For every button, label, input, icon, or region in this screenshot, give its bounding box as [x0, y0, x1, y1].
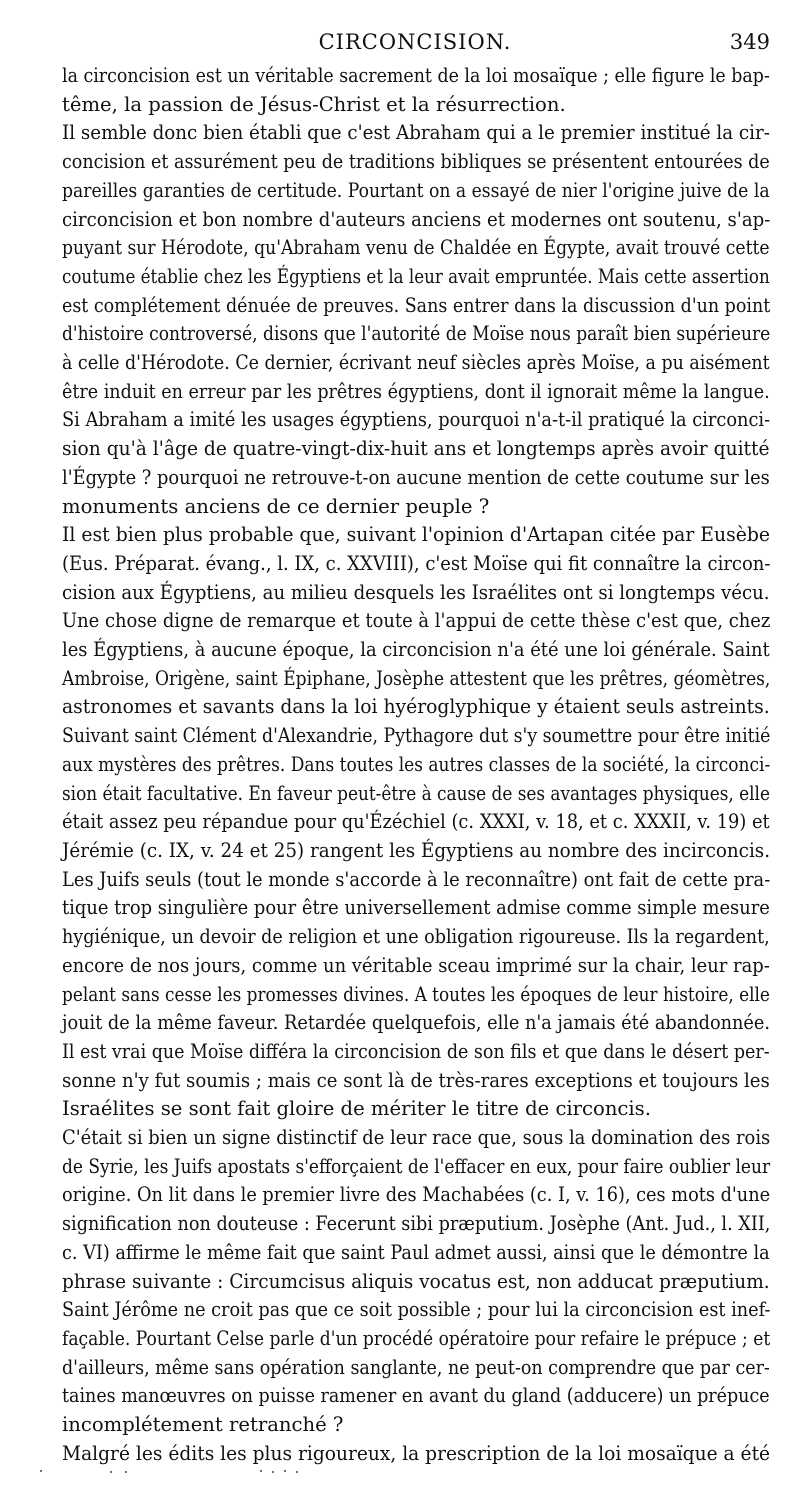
text-line: Il est bien plus probable que, suivant l'opinion d'Artapan citée par Eusèbe [62, 523, 771, 547]
text-line: être induit en erreur par les prêtres égyptiens, dont il ignorait même la langue. [62, 379, 770, 403]
text-line: C'était si bien un signe distinctif de leur race que, sous la domination des rois [62, 1126, 771, 1150]
text-line: Israélites se sont fait gloire de mériter le titre de circoncis. [62, 1097, 651, 1121]
text-line: concision et assurément peu de traditions bibliques se présentent entourées de [62, 150, 770, 174]
paragraph [62, 62, 770, 119]
text-line: façable. Pourtant Celse parle d'un procédé opératoire pour refaire le prépuce ; et [62, 1326, 771, 1350]
text-line: la circoncision est un véritable sacrement de la loi mosaïque ; elle figure le bap- [62, 64, 770, 87]
text-line: tique trop singulière pour être universellement admise comme simple mesure [62, 896, 770, 920]
text-line: tême, la passion de Jésus-Christ et la résurrection. [62, 92, 566, 116]
text-line: sonne n'y fut soumis ; mais ce sont là de très-rares exceptions et toujours les [62, 1068, 770, 1092]
text-line: Suivant saint Clément d'Alexandrie, Pythagore dut s'y soumettre pour être initié [62, 724, 771, 748]
text-line: sion qu'à l'âge de quatre-vingt-dix-huit ans et longtemps après avoir quitté [62, 437, 770, 461]
body-text [62, 62, 770, 1468]
text-line: les Égyptiens, à aucune époque, la circoncision n'a été une loi générale. Saint [62, 638, 770, 662]
text-line: pelant sans cesse les promesses divines. A toutes les époques de leur histoire, elle [62, 982, 770, 1006]
text-line: était assez peu répandue pour qu'Ézéchiel (c. XXXI, v. 18, et c. XXXII, v. 19) et [62, 810, 770, 834]
text-line: est complétement dénuée de preuves. Sans entrer dans la discussion d'un point [62, 293, 771, 317]
text-line: d'histoire controversé, disons que l'autorité de Moïse nous paraît bien supérieure [62, 322, 771, 346]
text-line: circoncision et bon nombre d'auteurs anciens et modernes ont soutenu, s'ap- [62, 207, 771, 231]
text-line: Il semble donc bien établi que c'est Abraham qui a le premier institué la cir- [62, 121, 770, 145]
text-line: encore de nos jours, comme un véritable sceau imprimé sur la chair, leur rap- [62, 953, 770, 977]
paragraph [62, 521, 770, 865]
text-line: hygiénique, un devoir de religion et une obligation rigoureuse. Ils la regardent, [62, 925, 770, 949]
text-line: l'Égypte ? pourquoi ne retrouve-t-on aucune mention de cette coutume sur les [62, 465, 770, 489]
text-line: astronomes et savants dans la loi hyéroglyphique y étaient seuls astreints. [62, 695, 770, 719]
text-line: pareilles garanties de certitude. Pourtant on a essayé de nier l'origine juive de la [62, 178, 770, 202]
text-line: phrase suivante : Circumcisus aliquis vocatus est, non adducat præputium. [62, 1269, 770, 1293]
text-line: coutume établie chez les Égyptiens et la leur avait empruntée. Mais cette assertion [62, 264, 770, 288]
text-line: à celle d'Hérodote. Ce dernier, écrivant neuf siècles après Moïse, a pu aisément [62, 351, 770, 375]
text-line: incomplétement retranché ? [62, 1413, 344, 1437]
text-line: Ambroise, Origène, saint Épiphane, Josèphe attestent que les prêtres, géomètres, [62, 666, 771, 690]
text-line: sion était facultative. En faveur peut-être à cause de ses avantages physiques, elle [62, 781, 770, 805]
text-line: Saint Jérôme ne croit pas que ce soit possible ; pour lui la circoncision est inef- [62, 1298, 771, 1322]
text-line: origine. On lit dans le premier livre des Machabées (c. I, v. 16), ces mots d'une [62, 1183, 771, 1207]
scan-specks [0, 1470, 800, 1480]
page-header [60, 30, 770, 60]
text-line: jouit de la même faveur. Retardée quelquefois, elle n'a jamais été abandonnée. [62, 1011, 771, 1035]
paragraph [62, 1124, 770, 1440]
paragraph [62, 119, 770, 521]
text-line: puyant sur Hérodote, qu'Abraham venu de Chaldée en Égypte, avait trouvé cette [62, 236, 770, 260]
text-line: Jérémie (c. IX, v. 24 et 25) rangent les Égyptiens au nombre des incirconcis. [62, 838, 771, 862]
text-line: Il est vrai que Moïse différa la circoncision de son fils et que dans le désert per- [62, 1039, 770, 1063]
running-title: CIRCONCISION. [318, 30, 512, 54]
text-line: Les Juifs seuls (tout le monde s'accorde à le reconnaître) ont fait de cette pra- [62, 867, 771, 891]
paragraph [62, 1440, 770, 1469]
text-line: Malgré les édits les plus rigoureux, la prescription de la loi mosaïque a été [62, 1441, 771, 1465]
text-line: monuments anciens de ce dernier peuple ? [62, 494, 490, 518]
page-number: 349 [729, 30, 770, 54]
text-line: (Eus. Préparat. évang., l. IX, c. XXVIII), c'est Moïse qui fit connaître la circon- [62, 551, 771, 575]
text-line: taines manœuvres on puisse ramener en avant du gland (adducere) un prépuce [62, 1384, 770, 1408]
text-line: Une chose digne de remarque et toute à l'appui de cette thèse c'est que, chez [62, 609, 771, 633]
text-line: d'ailleurs, même sans opération sanglante, ne peut-on comprendre que par cer- [62, 1355, 770, 1379]
text-line: de Syrie, les Juifs apostats s'efforçaient de l'effacer en eux, pour faire oublier leur [62, 1154, 771, 1178]
text-line: signification non douteuse : Fecerunt sibi præputium. Josèphe (Ant. Jud., l. XII, [62, 1212, 771, 1236]
text-line: c. VI) affirme le même fait que saint Paul admet aussi, ainsi que le démontre la [62, 1240, 770, 1264]
paragraph [62, 866, 770, 1124]
text-line: aux mystères des prêtres. Dans toutes les autres classes de la société, la circonci- [62, 752, 771, 776]
text-line: Si Abraham a imité les usages égyptiens, pourquoi n'a-t-il pratiqué la circonci- [62, 408, 771, 432]
text-line: cision aux Égyptiens, au milieu desquels les Israélites ont si longtemps vécu. [62, 580, 770, 604]
